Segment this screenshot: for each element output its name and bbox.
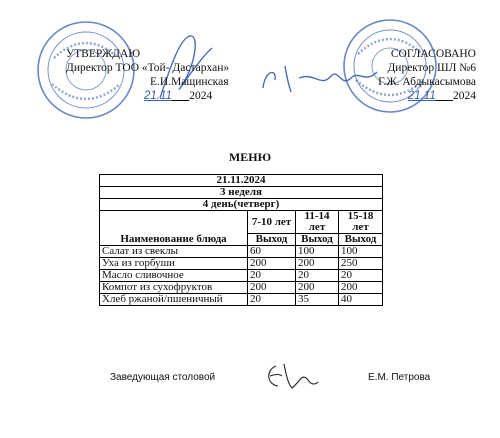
portion-7-10: 200	[248, 258, 296, 270]
footer-position: Заведующая столовой	[110, 372, 216, 383]
footer-name: Е.М. Петрова	[368, 372, 431, 383]
manager-signature	[262, 360, 322, 394]
approval-line2: Е.И.Мащинская	[150, 76, 229, 88]
approval-year: 2024	[189, 90, 213, 102]
approval-line1: Директор ТОО «Той- Дастархан»	[66, 62, 230, 74]
output-header-3: Выход	[339, 234, 383, 246]
menu-title: МЕНЮ	[228, 150, 272, 164]
portion-11-14: 35	[296, 294, 339, 306]
dish-name: Салат из свеклы	[100, 246, 248, 258]
age-group-2: 11-14 лет	[296, 211, 339, 234]
portion-11-14: 20	[296, 270, 339, 282]
portion-7-10: 60	[248, 246, 296, 258]
agreement-date: 21.11	[407, 90, 436, 102]
age-group-3: 15-18 лет	[339, 211, 383, 234]
table-day: 4 день(четверг)	[100, 199, 383, 211]
portion-15-18: 250	[339, 258, 383, 270]
portion-15-18: 20	[339, 270, 383, 282]
portion-11-14: 200	[296, 258, 339, 270]
output-header-1: Выход	[248, 234, 296, 246]
portion-15-18: 40	[339, 294, 383, 306]
approval-date: 21.11	[144, 90, 172, 102]
table-row	[100, 258, 383, 270]
name-header: Наименование блюда	[100, 211, 248, 246]
portion-7-10: 20	[248, 294, 296, 306]
approval-title: УТВЕРЖДАЮ	[66, 48, 141, 60]
table-row	[100, 270, 383, 282]
dish-name: Уха из горбуши	[100, 258, 248, 270]
agreement-title: СОГЛАСОВАНО	[390, 48, 476, 60]
agreement-year: 2024	[453, 90, 476, 102]
table-row	[100, 294, 383, 306]
portion-11-14: 200	[296, 282, 339, 294]
portion-15-18: 100	[339, 246, 383, 258]
portion-7-10: 200	[248, 282, 296, 294]
table-row	[100, 282, 383, 294]
table-date: 21.11.2024	[100, 175, 383, 187]
approval-block: УТВЕРЖДАЮ Директор ТОО «Той- Дастархан» Е.И.Мащинская 21.11___2024	[66, 48, 230, 102]
dish-name: Компот из сухофруктов	[100, 282, 248, 294]
dish-name: Хлеб ржаной/пшеничный	[100, 294, 248, 306]
table-week: 3 неделя	[100, 187, 383, 199]
output-header-2: Выход	[296, 234, 339, 246]
agreement-block: СОГЛАСОВАНО Директор ШЛ №6 Г.Ж. Абдыкасымова 21.11___2024	[366, 47, 476, 103]
table-row	[100, 246, 383, 258]
menu-table	[99, 174, 383, 306]
dish-name: Масло сливочное	[100, 270, 248, 282]
agreement-line2: Г.Ж. Абдыкасымова	[378, 76, 476, 88]
portion-11-14: 100	[296, 246, 339, 258]
portion-7-10: 20	[248, 270, 296, 282]
agreement-line1: Директор ШЛ №6	[387, 62, 476, 74]
age-group-1: 7-10 лет	[248, 211, 296, 234]
portion-15-18: 200	[339, 282, 383, 294]
